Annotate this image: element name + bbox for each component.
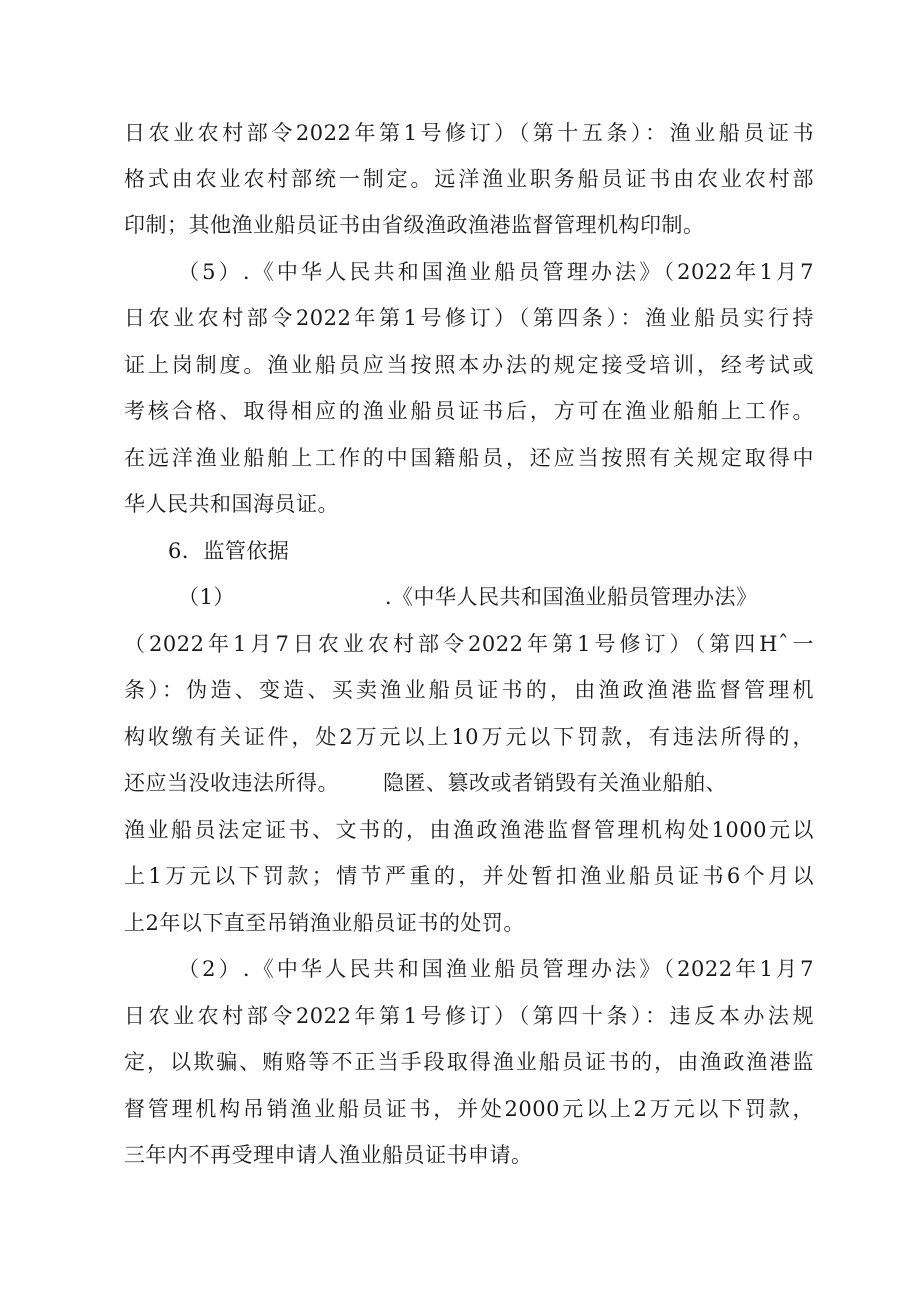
para-s2-line-4: 督管理机构吊销渔业船员证书，并处2000元以上2万元以下罚款， [124,1097,814,1121]
para-s1-line-5 [124,768,814,798]
para-s1-line-5-right: 隐匿、篡改或者销毁有关渔业船舶、 [383,771,727,795]
para-a-line-3: 印制；其他渔业船员证书由省级渔政渔港监督管理机构印制。 [124,213,705,237]
section-heading-6: 6．监管依据 [168,539,290,563]
para-s1-line-3: 条）：伪造、变造、买卖渔业船员证书的，由渔政渔港监督管理机 [124,678,814,702]
para-s2-line-5: 三年内不再受理申请人渔业船员证书申请。 [124,1143,533,1167]
para-s1-line-1 [178,582,814,612]
para-5-line-1: （5）.《中华人民共和国渔业船员管理办法》（2022年1月7 [178,260,814,284]
para-s1-line-7: 上1万元以下罚款；情节严重的，并处暂扣渔业船员证书6个月以 [124,864,814,888]
para-s1-line-4: 构收缴有关证件，处2万元以上10万元以下罚款，有违法所得的， [124,725,814,749]
para-s1-line-8: 上2年以下直至吊销渔业船员证书的处罚。 [124,911,525,935]
para-s1-title: .《中华人民共和国渔业船员管理办法》 [384,585,758,609]
para-s1-number: （1） [178,585,235,609]
para-s2-line-2: 日农业农村部令2022年第1号修订）（第四十条）：违反本办法规 [124,1004,814,1028]
para-s2-line-1: （2）.《中华人民共和国渔业船员管理办法》（2022年1月7 [178,957,814,981]
para-a-line-2: 格式由农业农村部统一制定。远洋渔业职务船员证书由农业农村部 [124,167,814,191]
para-s1-line-2: （2022年1月7日农业农村部令2022年第1号修订）（第四Hˆ一 [124,632,814,656]
para-s2-line-3: 定，以欺骗、贿赂等不正当手段取得渔业船员证书的，由渔政渔港监 [124,1050,814,1074]
para-5-line-3: 证上岗制度。渔业船员应当按照本办法的规定接受培训，经考试或 [124,353,814,377]
para-s1-line-5-left: 还应当没收违法所得。 [124,771,339,795]
para-5-line-4: 考核合格、取得相应的渔业船员证书后，方可在渔业船舶上工作。 [124,399,814,423]
para-5-line-6: 华人民共和国海员证。 [124,492,339,516]
para-s1-line-6: 渔业船员法定证书、文书的，由渔政渔港监督管理机构处1000元以 [124,818,814,842]
para-5-line-5: 在远洋渔业船舶上工作的中国籍船员，还应当按照有关规定取得中 [124,446,814,470]
para-a-line-1: 日农业农村部令2022年第1号修订）（第十五条）：渔业船员证书 [124,121,814,145]
para-5-line-2: 日农业农村部令2022年第1号修订）（第四条）：渔业船员实行持 [124,306,814,330]
